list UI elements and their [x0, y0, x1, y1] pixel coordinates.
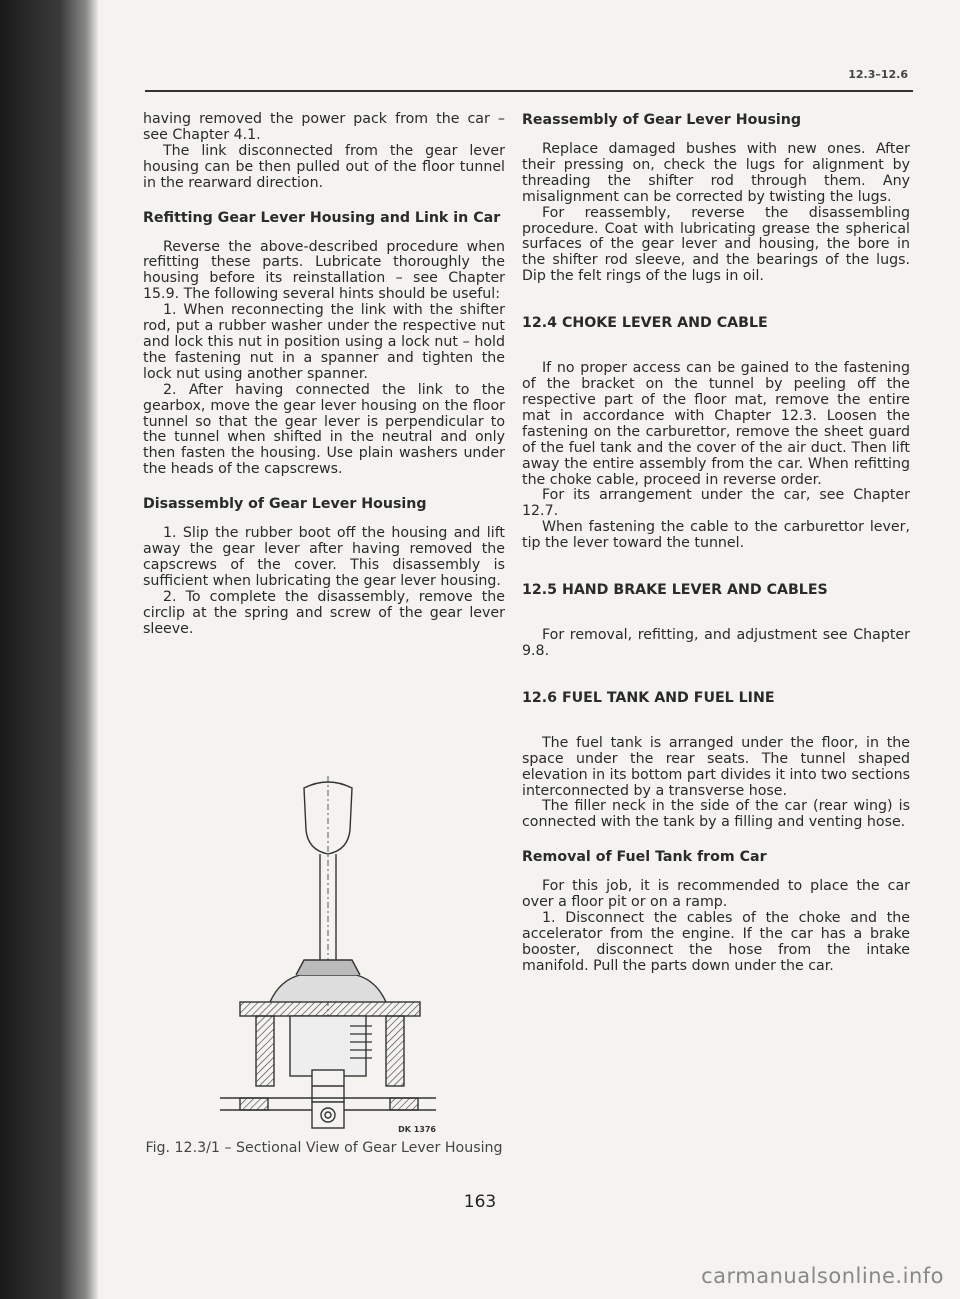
- left-column: [143, 112, 505, 637]
- paragraph: The link disconnected from the gear lever housing can be then pulled out of the floor tunnel in the rearward direction.: [143, 142, 505, 191]
- section-heading-disassembly: Disassembly of Gear Lever Housing: [143, 496, 427, 513]
- right-column: [522, 112, 910, 975]
- page-range: 12.3–12.6: [848, 68, 908, 81]
- paragraph: For its arrangement under the car, see Chapter 12.7.: [522, 487, 910, 520]
- scan-binding-shadow: [0, 0, 98, 1299]
- section-heading-12-6: 12.6 FUEL TANK AND FUEL LINE: [522, 689, 775, 706]
- figure-caption: Fig. 12.3/1 – Sectional View of Gear Lever Housing: [145, 1140, 503, 1156]
- paragraph: For removal, refitting, and adjustment see Chapter 9.8.: [522, 627, 910, 659]
- section-heading-removal: Removal of Fuel Tank from Car: [522, 849, 767, 866]
- header-rule: [145, 90, 913, 92]
- sectional-drawing: [200, 770, 460, 1135]
- paragraph: The fuel tank is arranged under the floor, in the space under the rear seats. The tunnel shaped elevation in its bottom part divides it into two sections interconnected by a transverse hose.: [522, 734, 910, 799]
- paragraph: For this job, it is recommended to place the car over a floor pit or on a ramp.: [522, 878, 910, 911]
- paragraph: having removed the power pack from the car – see Chapter 4.1.: [143, 111, 505, 143]
- paragraph: If no proper access can be gained to the fastening of the bracket on the tunnel by peeling off the respective part of the floor mat, remove the entire mat in accordance with Chapter 12.3. Loosen the fastening on the carburettor, remove the sheet guard of the fuel tank and the cover of the air duct. Then lift away the entire assembly from the car. When refitting the choke cable, proceed in reverse order.: [522, 360, 910, 488]
- section-heading-12-4: 12.4 CHOKE LEVER AND CABLE: [522, 315, 768, 332]
- paragraph: Reverse the above-described procedure when refitting these parts. Lubricate thoroughly the housing before its reinstallation – see Chapter 15.9. The following several hints should be useful:: [143, 238, 505, 303]
- paragraph: 1. When reconnecting the link with the shifter rod, put a rubber washer under the respective nut and lock this nut in position using a lock nut – hold the fastening nut in a spanner and tighten the lock nut using another spanner.: [143, 302, 505, 382]
- paragraph: For reassembly, reverse the disassembling procedure. Coat with lubricating grease the spherical surfaces of the gear lever and housing, the bore in the shifter rod sleeve, and the bearings of the lugs. Dip the felt rings of the lugs in oil.: [522, 204, 910, 285]
- paragraph: Replace damaged bushes with new ones. After their pressing on, check the lugs for alignment by threading the shifter rod through them. Any misalignment can be corrected by twisting the lugs.: [522, 141, 910, 205]
- paragraph: 2. After having connected the link to the gearbox, move the gear lever housing on the floor tunnel so that the gear lever is perpendicular to the tunnel when shifted in the neutral and only then fasten the housing. Use plain washers under the heads of the capscrews.: [143, 381, 505, 478]
- page-number: 163: [463, 1192, 497, 1212]
- paragraph: 1. Disconnect the cables of the choke and the accelerator from the engine. If the car has a brake booster, disconnect the hose from the intake manifold. Pull the parts down under the car.: [522, 910, 910, 974]
- paragraph: 2. To complete the disassembly, remove the circlip at the spring and screw of the gear lever sleeve.: [143, 588, 505, 637]
- figure-code: DK 1376: [398, 1125, 436, 1134]
- paragraph: 1. Slip the rubber boot off the housing and lift away the gear lever after having removed the capscrews of the cover. This disassembly is sufficient when lubricating the gear lever housing.: [143, 525, 505, 589]
- watermark-link[interactable]: carmanualsonline.info: [701, 1264, 944, 1288]
- gear-lever-housing-figure: [200, 770, 460, 1135]
- section-heading-12-5: 12.5 HAND BRAKE LEVER AND CABLES: [522, 582, 828, 599]
- section-heading-refitting: Refitting Gear Lever Housing and Link in Car: [143, 209, 501, 226]
- paragraph: When fastening the cable to the carburettor lever, tip the lever toward the tunnel.: [522, 519, 910, 552]
- section-heading-reassembly: Reassembly of Gear Lever Housing: [522, 112, 802, 128]
- paragraph: The filler neck in the side of the car (rear wing) is connected with the tank by a filling and venting hose.: [522, 798, 910, 831]
